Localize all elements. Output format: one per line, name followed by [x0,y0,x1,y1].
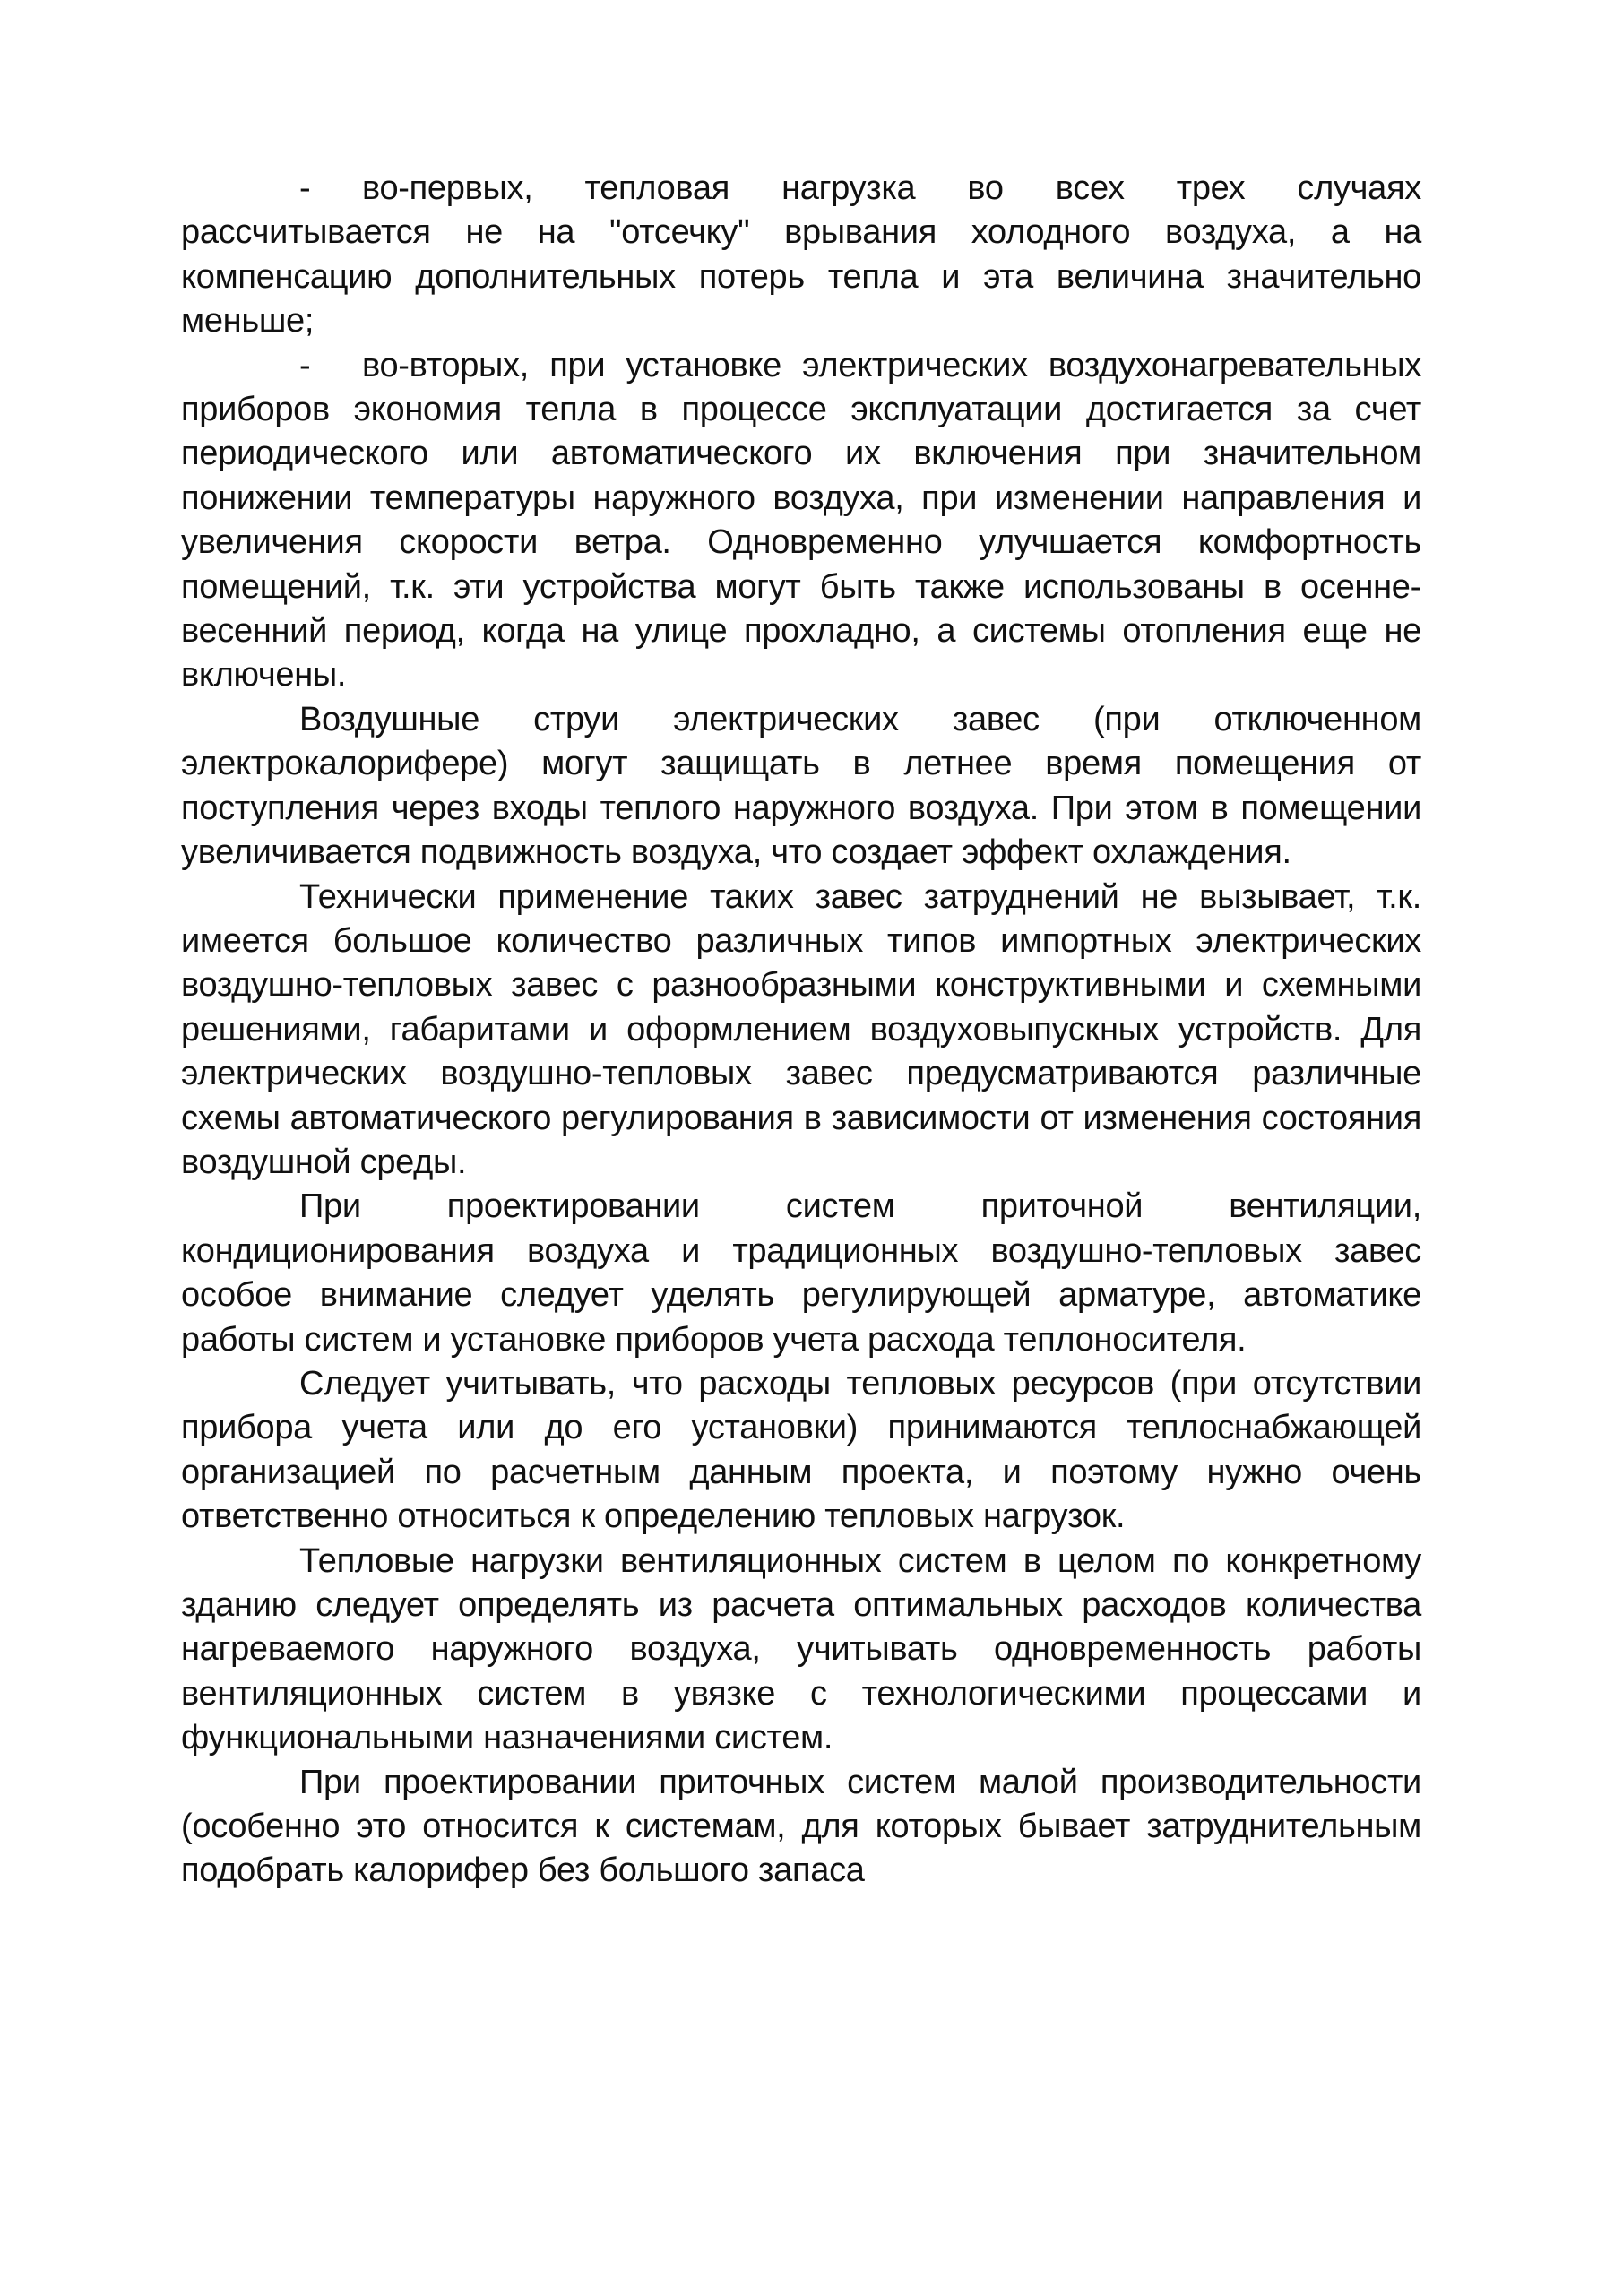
paragraph-low-capacity: При проектировании приточных систем малой производительности (особенно это относится к системам, для которых бывает затруднительным подобрать калорифер без большого запаса [181,1763,1421,1890]
paragraph-bullet-first [181,167,1421,344]
paragraph-heat-loads: Тепловые нагрузки вентиляционных систем в целом по конкретному зданию следует определять из расчета оптимальных расходов количества нагреваемого наружного воздуха, учитывать одновременность работы вентиляционных систем в увязке с технологическими процессами и функциональными назначениями систем. [181,1541,1421,1757]
bullet-marker: - [299,346,311,384]
paragraph-design-systems: При проектировании систем приточной вентиляции, кондиционирования воздуха и традиционных воздушно-тепловых завес особое внимание следует уделять регулирующей арматуре, автоматике работы систем и установке приборов учета расхода теплоносителя. [181,1187,1421,1359]
paragraph-air-jets: Воздушные струи электрических завес (при отключенном электрокалорифере) могут защищать в летнее время помещения от поступления через входы теплого наружного воздуха. При этом в помещении увеличивается подвижность воздуха, что создает эффект охлаждения. [181,700,1421,872]
paragraph-bullet-second [181,344,1421,698]
bullet-marker: - [299,169,311,207]
paragraph-technical-application: Технически применение таких завес затруднений не вызывает, т.к. имеется большое количество различных типов импортных электрических воздушно-тепловых завес с разнообразными конструктивными и схемными решениями, габаритами и оформлением воздуховыпускных устройств. Для электрических воздушно-тепловых завес предусматриваются различные схемы автоматического регулирования в зависимости от изменения состояния воздушной среды. [181,877,1421,1181]
paragraph-text: во-первых, тепловая нагрузка во всех трех случаях рассчитывается не на "отсечку" врывания холодного воздуха, а на компенсацию дополнительных потерь тепла и эта величина значительно меньше; [181,169,1421,341]
paragraph-heat-resources: Следует учитывать, что расходы тепловых ресурсов (при отсутствии прибора учета или до его установки) принимаются теплоснабжающей организацией по расчетным данным проекта, и поэтому нужно очень ответственно относиться к определению тепловых нагрузок. [181,1364,1421,1536]
document-page [181,167,1421,1894]
paragraph-text: во-вторых, при установке электрических воздухонагревательных приборов экономия тепла в процессе эксплуатации достигается за счет периодического или автоматического их включения при значительном понижении температуры наружного воздуха, при изменении направления и увеличения скорости ветра. Одновременно улучшается комфортность помещений, т.к. эти устройства могут быть также использованы в осенне-весенний период, когда на улице прохладно, а системы отопления еще не включены. [181,346,1421,695]
